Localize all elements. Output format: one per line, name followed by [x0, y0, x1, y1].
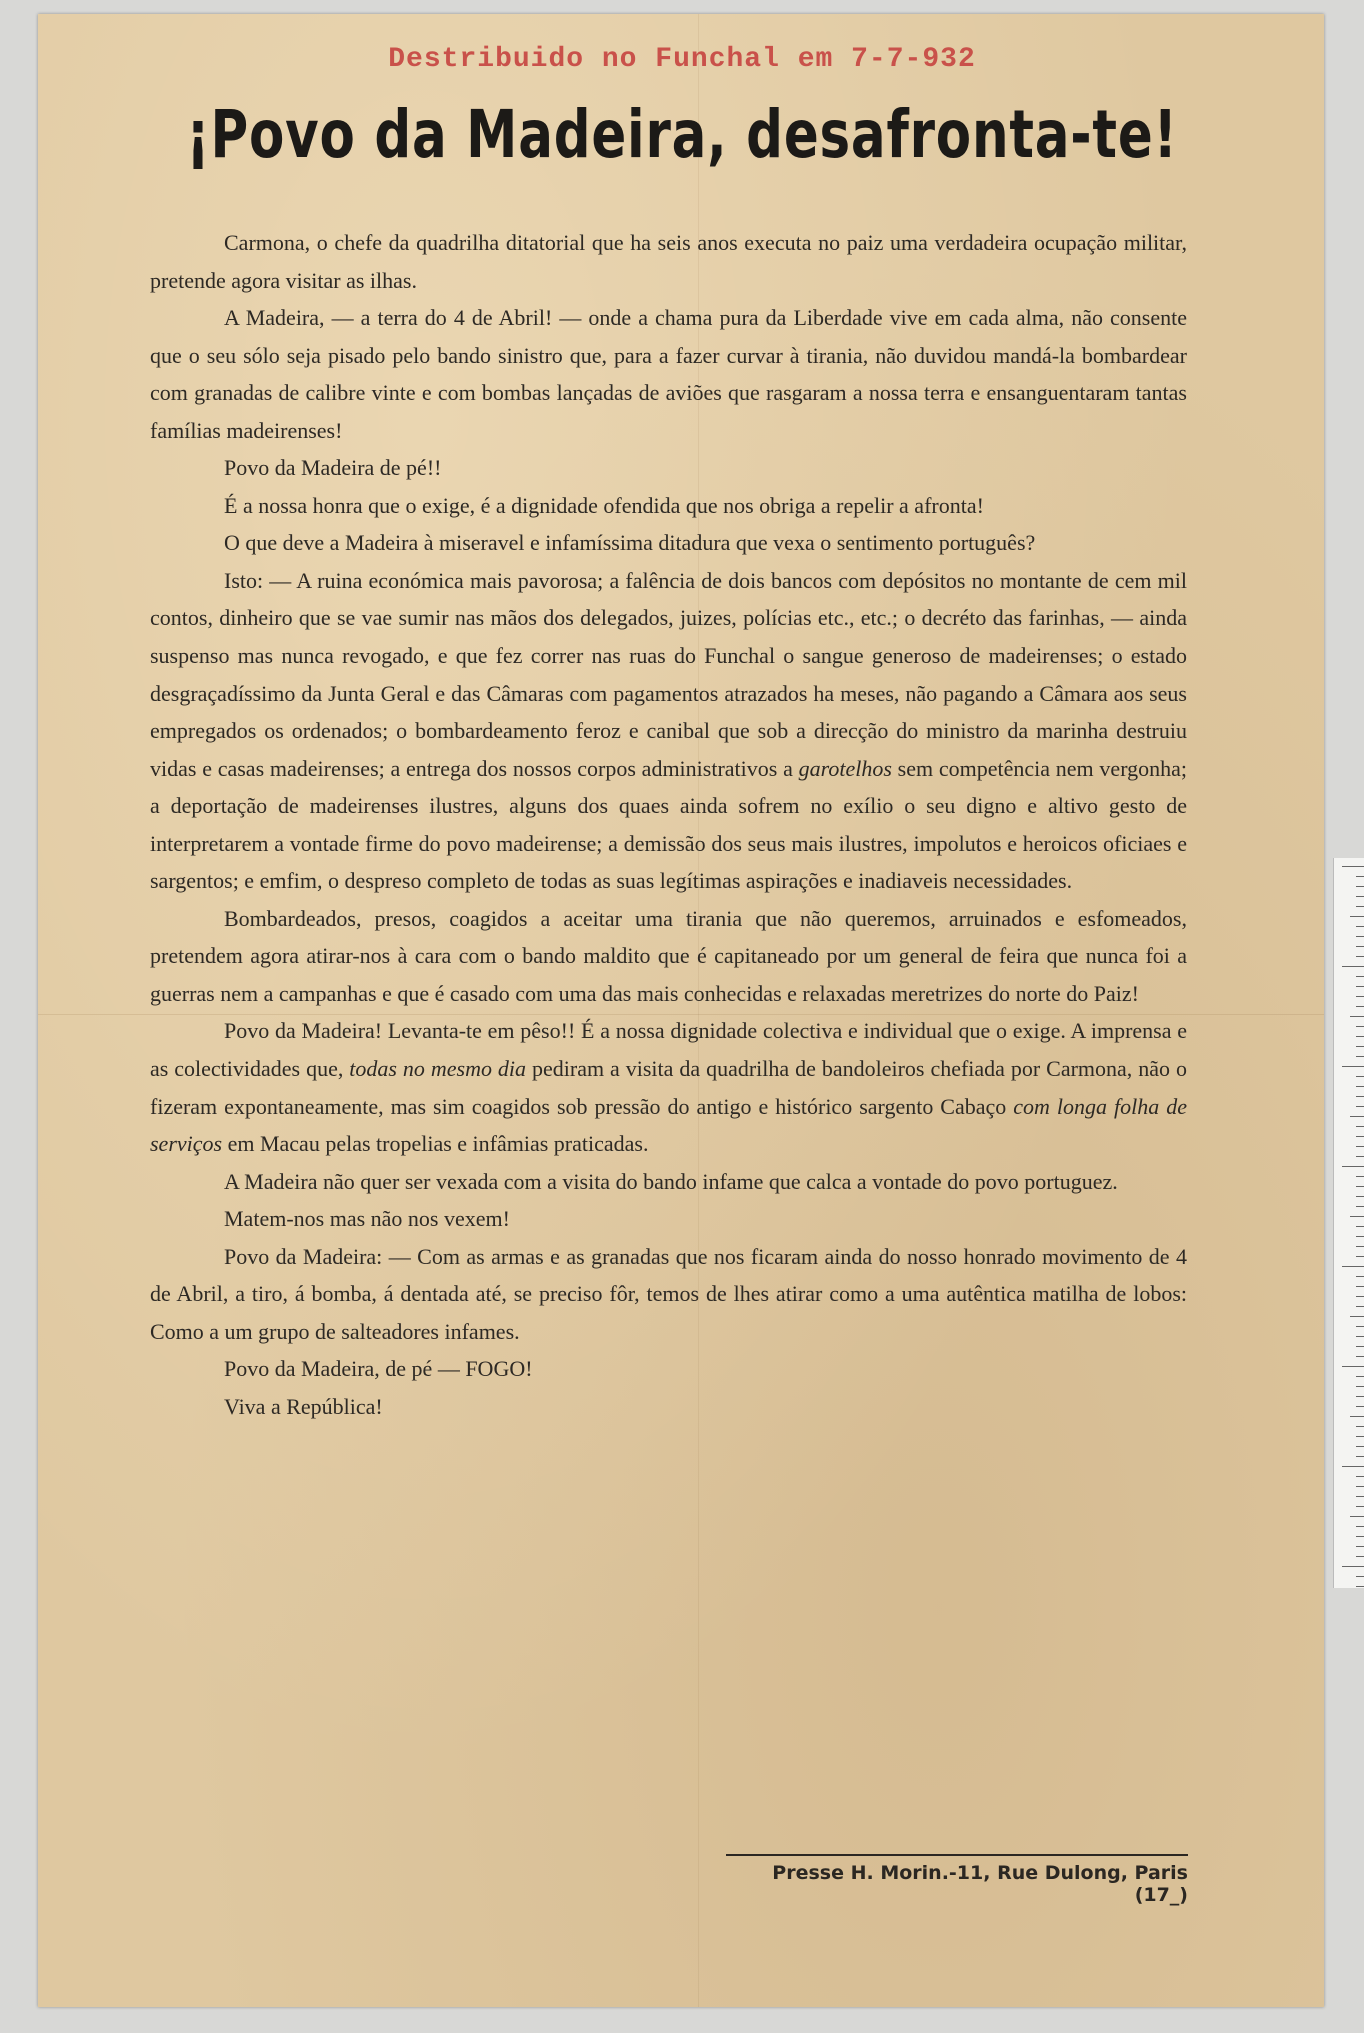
ruler-tick — [1350, 1016, 1364, 1017]
paragraph-10: Matem-nos mas não nos vexem! — [224, 1206, 510, 1232]
distribution-stamp: Destribuido no Funchal em 7-7-932 — [388, 44, 976, 75]
paragraph-6: Isto: — A ruina económica mais pavorosa; a falência de dois bancos com depósitos no montante de cem mil contos, dinheiro que se vae sumir nas mãos dos delegados, juizes, polícias etc., etc.; o decréto das farinhas, — ainda suspenso mas nunca revogado, e que fez correr nas ruas do Funchal o sangue generoso de madeirenses; o estado desgraçadíssimo da Junta Geral e das Câmaras com pagamentos atrazados ha meses, não pagando a Câmara aos seus empregados os ordenados; o bombardeamento feroz e canibal que sob a direcção do ministro da marinha destruiu vidas e casas madeirenses; a entrega dos nossos corpos administrativos a garotelhos sem competência nem vergonha; a deportação de madeirenses ilustres, alguns dos quaes ainda sofrem no exílio o seu digno e altivo gesto de interpretarem a vontade firme do povo madeirense; a demissão dos seus mais ilustres, impolutos e heroicos oficiaes e sargentos; e emfim, o despreso completo de todas as suas legítimas aspirações e inadiaveis necessidades. — [150, 567, 1188, 894]
printer-imprint: Presse H. Morin.-11, Rue Dulong, Paris (17_) — [772, 1862, 1188, 1906]
ruler-tick — [1356, 1526, 1364, 1527]
ruler-tick — [1342, 866, 1364, 867]
ruler-tick — [1356, 1336, 1364, 1337]
ruler-tick — [1350, 1416, 1364, 1417]
paragraph-3: Povo da Madeira de pé!! — [224, 455, 442, 481]
ruler-tick — [1356, 1296, 1364, 1297]
ruler-tick — [1356, 1436, 1364, 1437]
ruler-tick — [1350, 1216, 1364, 1217]
paragraph-11: Povo da Madeira: — Com as armas e as granadas que nos ficaram ainda do nosso honrado movimento de 4 de Abril, a tiro, á bomba, á dentada até, se preciso fôr, temos de lhes atirar como a uma autêntica matilha de lobos: Como a um grupo de salteadores infames. — [150, 1243, 1187, 1344]
ruler-tick — [1356, 1276, 1364, 1277]
ruler-tick — [1356, 886, 1364, 887]
ruler-tick — [1356, 956, 1364, 957]
ruler-tick — [1356, 1046, 1364, 1047]
ruler-tick — [1356, 1176, 1364, 1177]
paragraph-1: Carmona, o chefe da quadrilha ditatorial que ha seis anos executa no paiz uma verdadeira ocupação militar, pretende agora visitar as ilhas. — [150, 230, 1187, 293]
paragraph-9: A Madeira não quer ser vexada com a visita do bando infame que calca a vontade do povo portuguez. — [224, 1168, 1118, 1194]
ruler-tick — [1356, 1076, 1364, 1077]
paragraph-2: A Madeira, — a terra do 4 de Abril! — onde a chama pura da Liberdade vive em cada alma, não consente que o seu sólo seja pisado pelo bando sinistro que, para a fazer curvar à tirania, não duvidou mandá-la bombardear com granadas de calibre vinte e com bombas lançadas de aviões que rasgaram a nossa terra e ensanguentaram tantas famílias madeirenses! — [150, 305, 1187, 443]
ruler-tick — [1356, 1546, 1364, 1547]
ruler-tick — [1350, 916, 1364, 917]
ruler-tick — [1356, 1196, 1364, 1197]
ruler-tick — [1356, 1556, 1364, 1557]
ruler-tick — [1356, 1106, 1364, 1107]
ruler-tick — [1356, 1286, 1364, 1287]
ruler-tick — [1356, 1456, 1364, 1457]
scale-ruler — [1333, 858, 1364, 1588]
ruler-tick — [1356, 1206, 1364, 1207]
ruler-tick — [1356, 1026, 1364, 1027]
ruler-tick — [1356, 906, 1364, 907]
ruler-tick — [1356, 1346, 1364, 1347]
ruler-tick — [1356, 1156, 1364, 1157]
paragraph-13: Viva a República! — [224, 1393, 383, 1419]
ruler-tick — [1350, 1516, 1364, 1517]
ruler-tick — [1356, 936, 1364, 937]
ruler-tick — [1356, 1086, 1364, 1087]
ruler-tick — [1356, 976, 1364, 977]
ruler-tick — [1356, 1146, 1364, 1147]
ruler-tick — [1342, 1466, 1364, 1467]
imprint-rule — [726, 1854, 1188, 1856]
paragraph-7: Bombardeados, presos, coagidos a aceitar uma tirania que não queremos, arruinados e esfomeados, pretendem agora atirar-nos à cara com o bando maldito que é capitaneado por um general de feira que nunca foi a guerras nem a campanhas e que é casado com uma das mais conhecidas e relaxadas meretrizes do norte do Paiz! — [150, 905, 1187, 1006]
headline: ¡Povo da Madeira, desafronta-te! — [186, 96, 1178, 173]
ruler-tick — [1356, 1476, 1364, 1477]
ruler-tick — [1356, 1376, 1364, 1377]
ruler-tick — [1356, 1006, 1364, 1007]
ruler-tick — [1356, 1306, 1364, 1307]
ruler-tick — [1356, 1576, 1364, 1577]
ruler-tick — [1356, 1406, 1364, 1407]
paragraph-8: Povo da Madeira! Levanta-te em pêso!! É a nossa dignidade colectiva e individual que o exige. A imprensa e as colectividades que, todas no mesmo dia pediram a visita da quadrilha de bandoleiros chefiada por Carmona, não o fizeram expontaneamente, mas sim coagidos sob pressão do antigo e histórico sargento Cabaço com longa folha de serviços em Macau pelas tropelias e infâmias praticadas. — [150, 1018, 1188, 1157]
ruler-tick — [1356, 1356, 1364, 1357]
ruler-tick — [1342, 1266, 1364, 1267]
ruler-tick — [1356, 1256, 1364, 1257]
ruler-tick — [1356, 1136, 1364, 1137]
ruler-tick — [1356, 986, 1364, 987]
ruler-tick — [1356, 926, 1364, 927]
ruler-tick — [1356, 1186, 1364, 1187]
ruler-tick — [1342, 1366, 1364, 1367]
ruler-tick — [1356, 1236, 1364, 1237]
ruler-tick — [1356, 1226, 1364, 1227]
ruler-tick — [1356, 1506, 1364, 1507]
ruler-tick — [1350, 1316, 1364, 1317]
manifesto-body — [150, 224, 1187, 1426]
ruler-tick — [1350, 1116, 1364, 1117]
ruler-tick — [1356, 1536, 1364, 1537]
ruler-tick — [1356, 1326, 1364, 1327]
ruler-tick — [1356, 1126, 1364, 1127]
ruler-tick — [1356, 946, 1364, 947]
ruler-tick — [1356, 1426, 1364, 1427]
paragraph-12: Povo da Madeira, de pé — FOGO! — [224, 1356, 533, 1382]
ruler-tick — [1356, 1396, 1364, 1397]
ruler-tick — [1356, 1056, 1364, 1057]
ruler-tick — [1356, 1036, 1364, 1037]
ruler-tick — [1342, 966, 1364, 967]
ruler-tick — [1356, 876, 1364, 877]
ruler-tick — [1356, 1486, 1364, 1487]
ruler-tick — [1342, 1066, 1364, 1067]
ruler-tick — [1356, 1096, 1364, 1097]
ruler-tick — [1356, 1246, 1364, 1247]
ruler-tick — [1356, 1586, 1364, 1587]
paragraph-4: É a nossa honra que o exige, é a dignidade ofendida que nos obriga a repelir a afronta! — [224, 492, 984, 518]
ruler-tick — [1356, 896, 1364, 897]
ruler-tick — [1342, 1566, 1364, 1567]
ruler-tick — [1356, 1386, 1364, 1387]
ruler-tick — [1342, 1166, 1364, 1167]
ruler-tick — [1356, 1446, 1364, 1447]
ruler-tick — [1356, 1496, 1364, 1497]
paragraph-5: O que deve a Madeira à miseravel e infamíssima ditadura que vexa o sentimento português? — [224, 530, 1036, 556]
ruler-tick — [1356, 996, 1364, 997]
